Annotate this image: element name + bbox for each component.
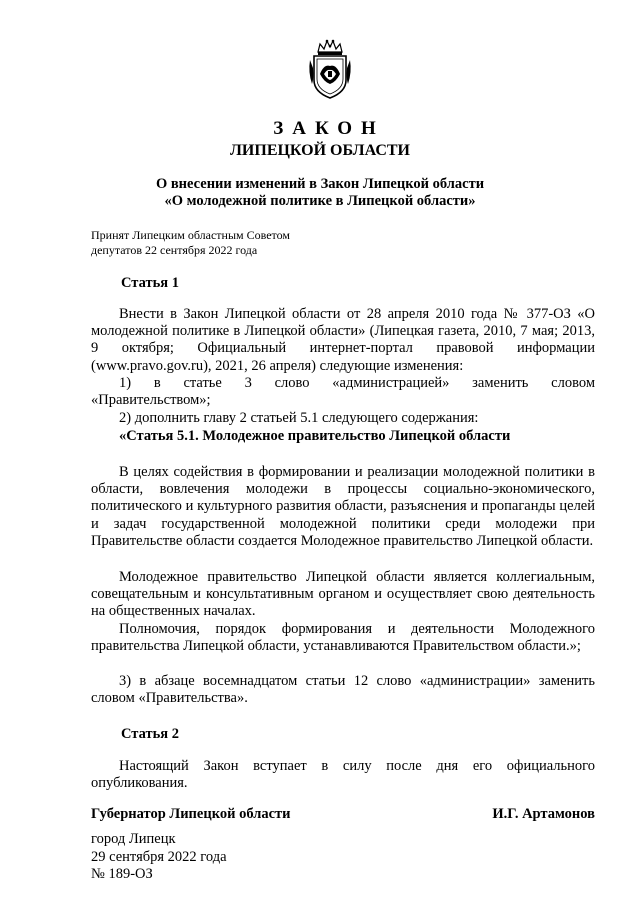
new-article-paragraph-3: Полномочия, порядок формирования и деятельности Молодежного правительства Липецкой области, устанавливаются Правительством области.»; — [91, 621, 595, 655]
article-1-item-3: 3) в абзаце восемнадцатом статьи 12 слово «администрации» заменить словом «Правительства». — [91, 673, 595, 707]
footer-number: № 189-ОЗ — [91, 866, 153, 882]
footer-date: 29 сентября 2022 года — [91, 848, 227, 865]
article-1-intro: Внести в Закон Липецкой области от 28 апреля 2010 года № 377-ОЗ «О молодежной политике в Липецкой области» (Липецкая газета, 2010, 7 мая; 2013, 9 октября; Официальный интернет-портал правовой информации (www.pravo.gov.ru), 2021, 26 апреля) следующие изменения: — [91, 306, 595, 374]
law-name — [0, 176, 640, 210]
article-1-item-2: 2) дополнить главу 2 статьей 5.1 следующего содержания: — [119, 410, 479, 426]
new-article-heading: «Статья 5.1. Молодежное правительство Липецкой области — [119, 428, 511, 444]
signatory-position: Губернатор Липецкой области — [91, 806, 291, 822]
document-footer — [91, 831, 227, 884]
law-name-line-1: О внесении изменений в Закон Липецкой области — [155, 176, 485, 192]
article-2-text: Настоящий Закон вступает в силу после дня его официального опубликования. — [91, 758, 595, 792]
region-title: ЛИПЕЦКОЙ ОБЛАСТИ — [230, 142, 410, 159]
coat-of-arms-emblem — [306, 38, 354, 100]
item-1-line-2: «Правительством»; — [91, 392, 211, 409]
article-1-heading: Статья 1 — [121, 275, 179, 291]
article-1-item-1 — [91, 375, 595, 409]
law-name-line-2: «О молодежной политике в Липецкой области» — [164, 193, 476, 209]
item-1-line-1: 1) в статье 3 слово «администрацией» заменить словом — [119, 375, 595, 391]
document-type-title: ЗАКОН — [273, 118, 385, 139]
article-2-heading: Статья 2 — [121, 726, 179, 742]
adoption-line-2: депутатов 22 сентября 2022 года — [91, 243, 258, 257]
footer-city: город Липецк — [91, 831, 176, 847]
new-article-paragraph-1: В целях содействия в формировании и реализации молодежной политики в области, вовлечения молодежи в процессы социально-экономического, политического и культурного развития области, разъяснения и пропаганды целей и задач государственной молодежной политики среди молодежи при Правительстве области создается Молодежное правительство Липецкой области. — [91, 464, 595, 549]
adoption-note — [91, 228, 290, 258]
adoption-line-1: Принят Липецким областным Советом — [91, 228, 290, 242]
signatory-name: И.Г. Артамонов — [492, 806, 595, 822]
new-article-paragraph-2: Молодежное правительство Липецкой области является коллегиальным, совещательным и консультативным органом и осуществляет свою деятельность на общественных началах. — [91, 569, 595, 620]
